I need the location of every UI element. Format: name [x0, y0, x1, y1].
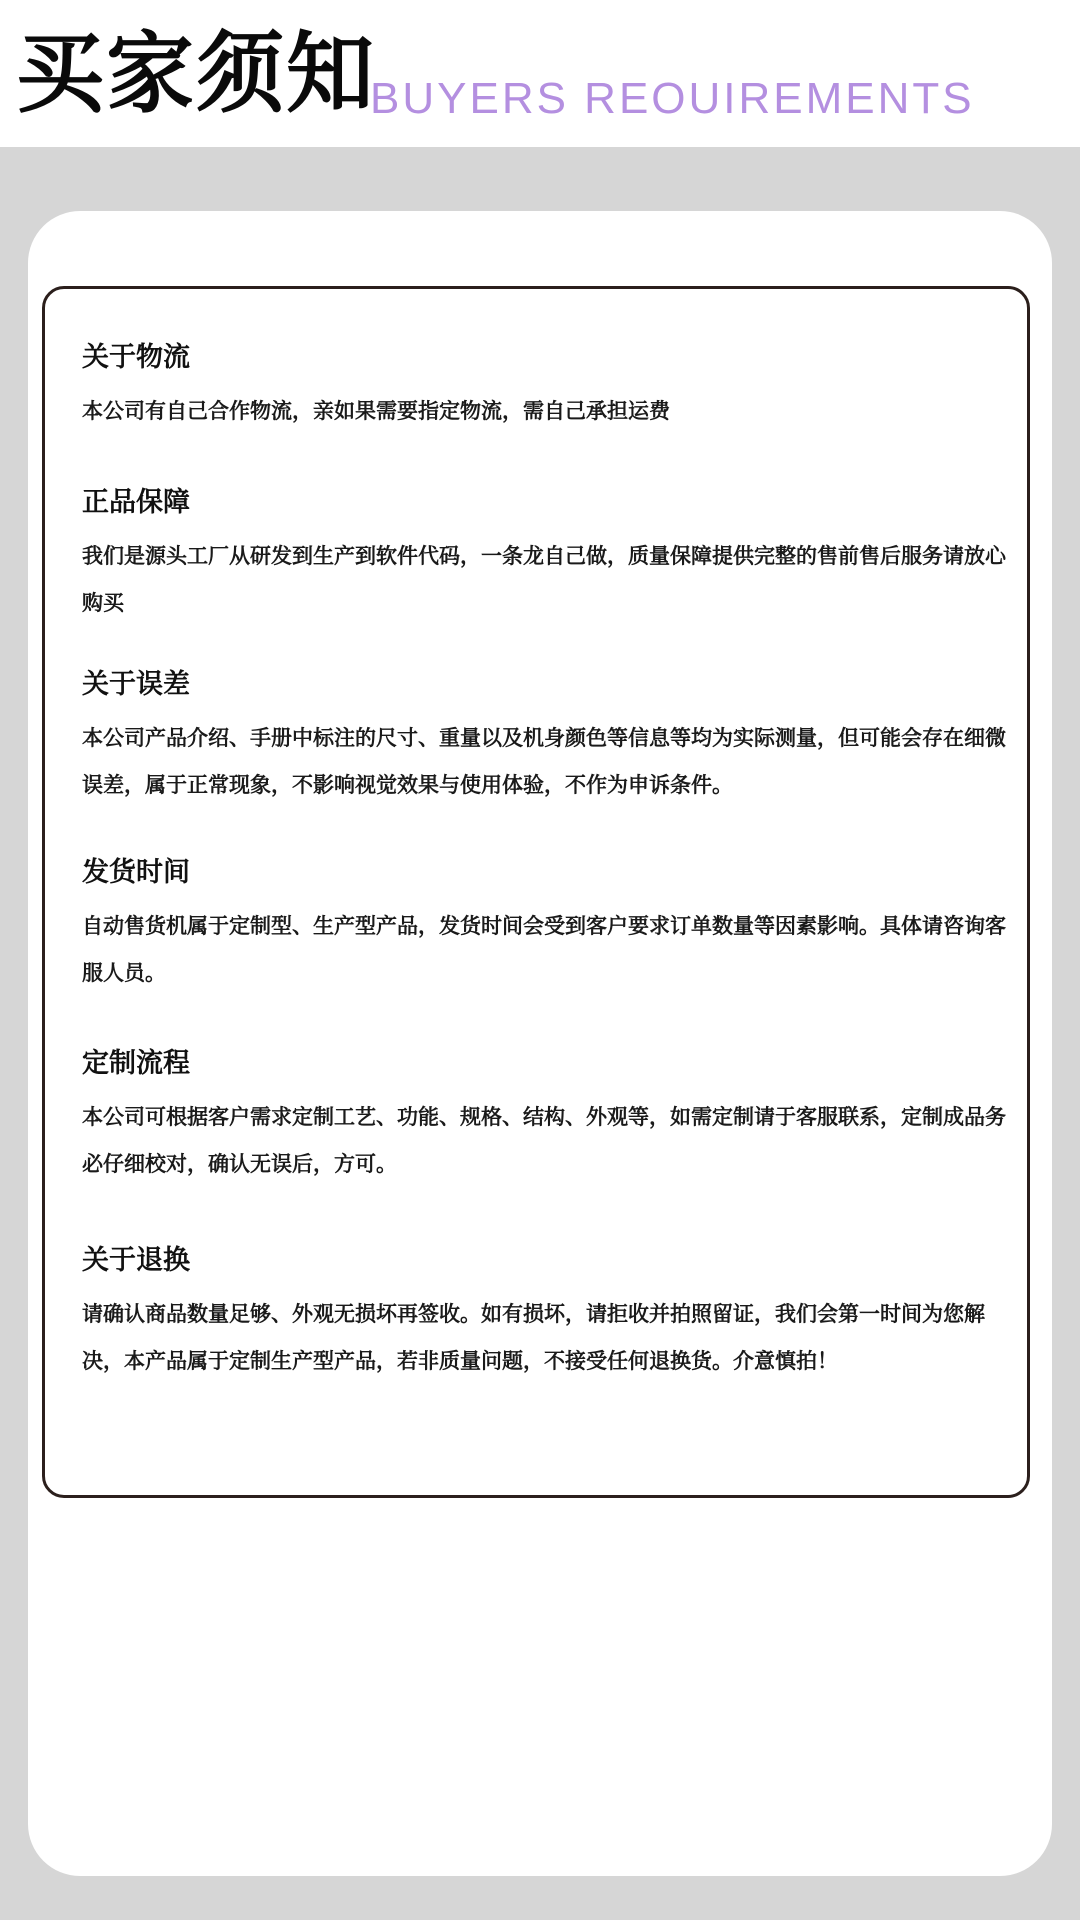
- section-body: 本公司有自己合作物流，亲如果需要指定物流，需自己承担运费: [82, 399, 670, 423]
- section-shipping-time: [82, 855, 1022, 997]
- page-subtitle: BUYERS REOUIREMENTS: [370, 74, 975, 123]
- page-title: 买家须知: [16, 22, 377, 125]
- section-logistics: [82, 340, 1022, 435]
- section-title: 关于退换: [82, 1245, 190, 1276]
- section-body: 本公司可根据客户需求定制工艺、功能、规格、结构、外观等，如需定制请于客服联系，定制成品务必仔细校对，确认无误后，方可。: [82, 1105, 1006, 1176]
- section-title: 正品保障: [82, 487, 190, 518]
- section-title: 关于物流: [82, 342, 190, 373]
- section-returns: [82, 1243, 1022, 1385]
- section-error: [82, 667, 1022, 809]
- section-body: 本公司产品介绍、手册中标注的尺寸、重量以及机身颜色等信息等均为实际测量，但可能会存在细微误差，属于正常现象，不影响视觉效果与使用体验，不作为申诉条件。: [82, 726, 1006, 797]
- section-title: 发货时间: [82, 857, 190, 888]
- section-body: 我们是源头工厂从研发到生产到软件代码，一条龙自己做，质量保障提供完整的售前售后服务请放心购买: [82, 544, 1006, 615]
- section-body: 请确认商品数量足够、外观无损坏再签收。如有损坏，请拒收并拍照留证，我们会第一时间为您解决，本产品属于定制生产型产品，若非质量问题，不接受任何退换货。介意慎拍！: [82, 1302, 985, 1373]
- section-title: 关于误差: [82, 669, 190, 700]
- section-customization: [82, 1046, 1022, 1188]
- section-body: 自动售货机属于定制型、生产型产品，发货时间会受到客户要求订单数量等因素影响。具体请咨询客服人员。: [82, 914, 1006, 985]
- section-title: 定制流程: [82, 1048, 190, 1079]
- page-header: [0, 0, 1080, 147]
- section-authenticity: [82, 485, 1022, 627]
